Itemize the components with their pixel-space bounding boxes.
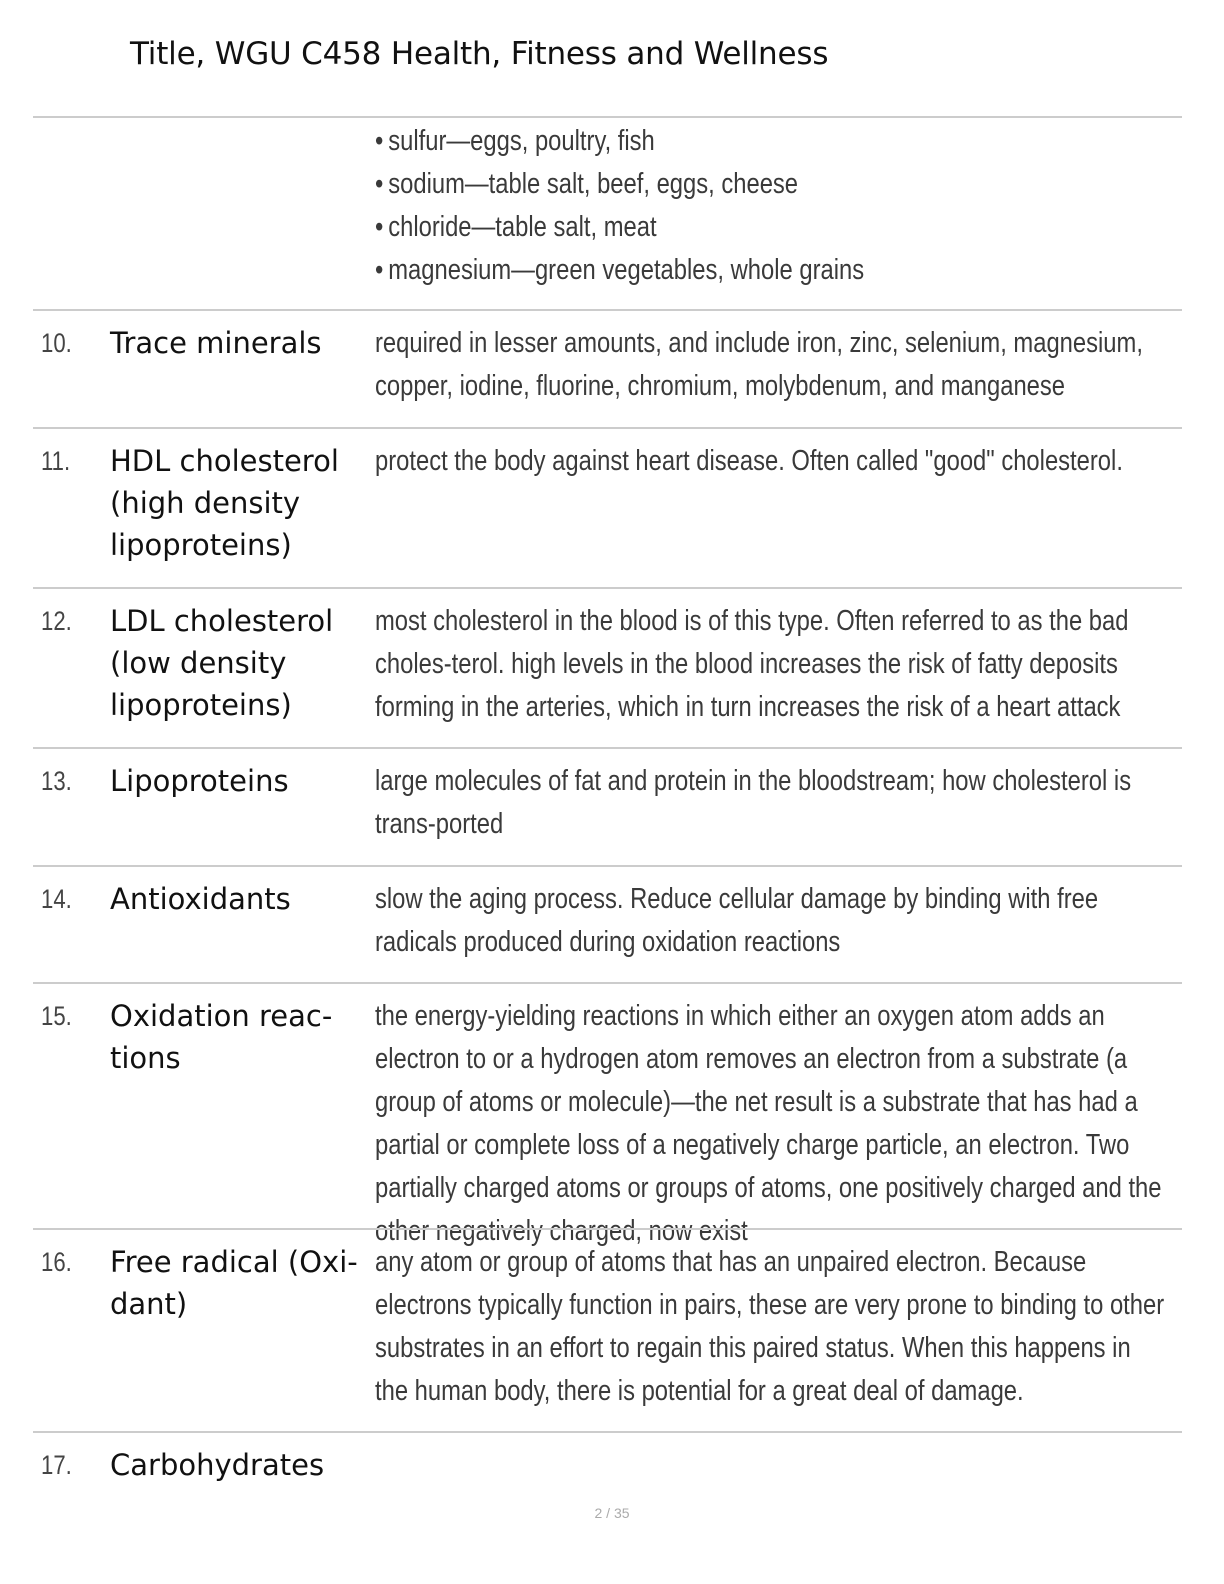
entry-number: 15. [41,1001,72,1031]
entry-definition: most cholesterol in the blood is of this type. Often referred to as the bad choles-terol. high levels in the blood increases the risk of fatty deposits forming in the arteries, which in turn increases the risk of a heart attack [375,605,1129,723]
bullet-item: • chloride—table salt, meat [375,206,1166,249]
entry-definition: large molecules of fat and protein in the bloodstream; how cholesterol is trans-ported [375,765,1132,840]
row-divider [33,116,1182,118]
bullet-item: • magnesium—green vegetables, whole grains [375,249,1166,292]
entry-term: Trace minerals [110,326,322,360]
entry-definition: slow the aging process. Reduce cellular damage by binding with free radicals produced during oxidation reactions [375,883,1099,958]
row-divider [33,1431,1182,1433]
entry-number: 11. [41,446,71,476]
entry-term: HDL cholesterol (high density lipoproteins) [110,444,339,562]
entry-definition: protect the body against heart disease. Often called "good" cholesterol. [375,445,1123,477]
entry-term: Lipoproteins [110,764,289,798]
row-divider [33,747,1182,749]
bullet-marker: • [375,168,384,200]
row-divider [33,309,1182,311]
entry-definition: required in lesser amounts, and include iron, zinc, selenium, magnesium, copper, iodine, fluorine, chromium, molybdenum, and manganese [375,327,1143,402]
entry-number: 14. [41,884,72,914]
row-divider [33,1228,1182,1230]
bullet-marker: • [375,254,384,286]
bullet-item: • sodium—table salt, beef, eggs, cheese [375,163,1166,206]
entry-term: Carbohydrates [110,1448,325,1482]
row-divider [33,427,1182,429]
row-divider [33,865,1182,867]
entry-definition: any atom or group of atoms that has an unpaired electron. Because electrons typically function in pairs, these are very prone to binding to other substrates in an effort to regain this paired status. When this happens in the human body, there is potential for a great deal of damage. [375,1246,1165,1407]
bullet-item: • sulfur—eggs, poultry, fish [375,120,1166,163]
entry-number: 13. [41,766,72,796]
page-number: 2 / 35 [594,1505,630,1521]
bullet-marker: • [375,125,384,157]
continuation-definition [375,120,1166,292]
entry-term: LDL cholesterol (low density lipoproteins) [110,604,334,722]
entry-number: 16. [41,1247,72,1277]
row-divider [33,982,1182,984]
document-title: Title, WGU C458 Health, Fitness and Wellness [130,36,829,72]
entry-number: 12. [41,606,72,636]
bullet-marker: • [375,211,384,243]
entry-number: 10. [41,328,72,358]
entry-term: Free radical (Oxi-dant) [110,1245,358,1321]
entry-number: 17. [41,1450,72,1480]
row-divider [33,587,1182,589]
entry-term: Oxidation reac-tions [110,999,333,1075]
entry-term: Antioxidants [110,882,291,916]
entry-definition: the energy-yielding reactions in which either an oxygen atom adds an electron to or a hydrogen atom removes an electron from a substrate (a group of atoms or molecule)—the net result is a substrate that has had a partial or complete loss of a negatively charge particle, an electron. Two partially charged atoms or groups of atoms, one positively charged and the other negatively charged, now exist [375,1000,1162,1247]
